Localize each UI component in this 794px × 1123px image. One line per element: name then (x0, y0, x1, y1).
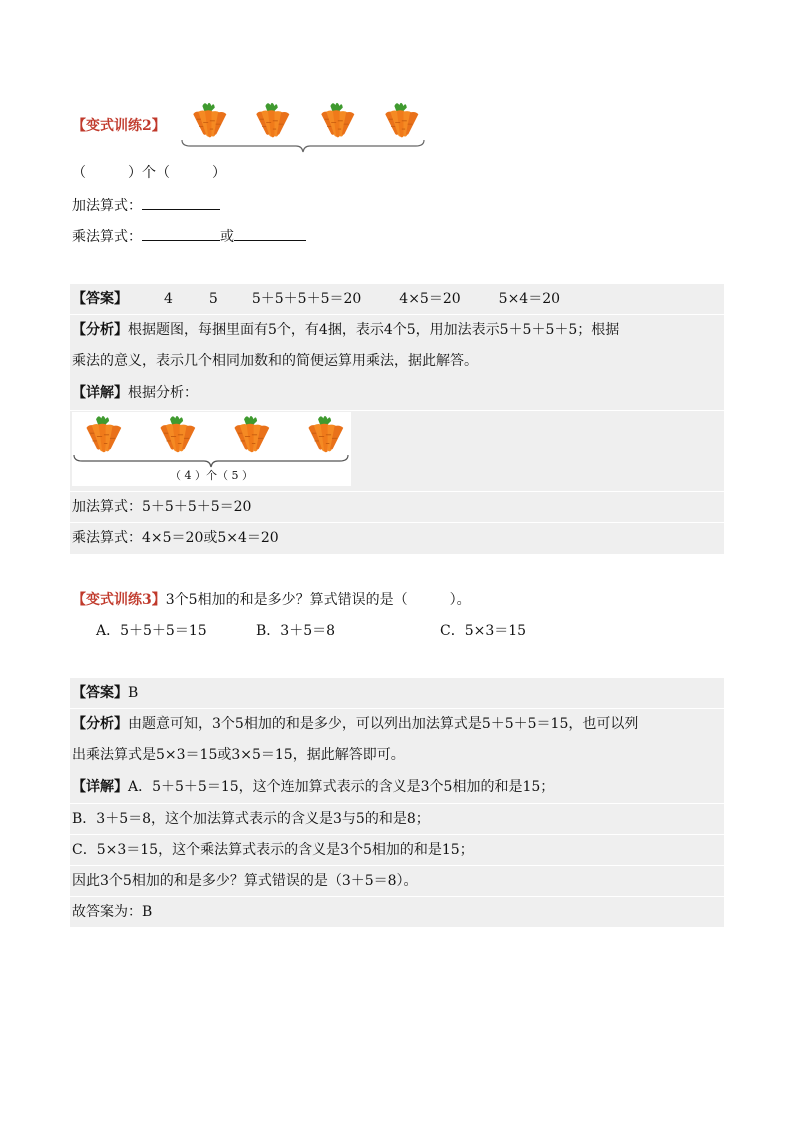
answer-row (72, 678, 138, 708)
row-divider (70, 410, 724, 411)
answer-value: 4×5＝20 (399, 291, 461, 307)
analysis-text: 根据题图，每捆里面有5个，有4捆，表示4个5，用加法表示5＋5＋5＋5；根据 (128, 322, 620, 338)
exercise-3-label: 【变式训练3】 (72, 592, 166, 608)
answer-value: 5×4＝20 (498, 291, 561, 307)
row-divider (70, 896, 724, 897)
multiplication-label: 乘法算式： (72, 229, 142, 245)
option-a: A．5＋5＋5＝15 (96, 623, 207, 639)
analysis-text: 乘法的意义，表示几个相同加数和的简便运算用乘法，据此解答。 (72, 353, 478, 369)
detail-text: C．5×3＝15，这个乘法算式表示的含义是3个5相加的和是15； (72, 842, 474, 858)
detail-text: A．5＋5＋5＝15，这个连加算式表示的含义是3个5相加的和是15； (128, 779, 555, 795)
addition-result: 加法算式：5＋5＋5＋5＝20 (72, 499, 252, 515)
analysis-row (72, 709, 638, 739)
carrot-bundle-icon (78, 414, 128, 454)
option-b: B．3＋5＝8 (256, 623, 336, 639)
multiplication-answer-blank-1[interactable] (142, 224, 220, 241)
detail-row (72, 378, 198, 408)
answer-label: 【答案】 (72, 291, 128, 307)
carrot-bundle-icon (300, 414, 350, 454)
exercise-2-label: 【变式训练2】 (72, 118, 166, 134)
conclusion-text: 因此3个5相加的和是多少？算式错误的是（3＋5＝8）。 (72, 873, 418, 889)
answer-value: 4 (164, 291, 173, 307)
multiplication-prompt (72, 222, 306, 252)
answer-value: 5 (208, 291, 218, 307)
option-c: C．5×3＝15 (440, 623, 527, 639)
analysis-label: 【分析】 (72, 322, 128, 338)
detail-text: B．3＋5＝8，这个加法算式表示的含义是3与5的和是8； (72, 811, 430, 827)
answer-label: 【答案】 (72, 685, 128, 701)
exercise-3-question: 3个5相加的和是多少？算式错误的是（ ）。 (165, 592, 471, 608)
answer-value: B (128, 685, 139, 701)
final-answer: 故答案为：B (72, 904, 153, 920)
count-blank-line: （ ）个（ ） (72, 165, 226, 181)
analysis-text: 由题意可知，3个5相加的和是多少，可以列出加法算式是5＋5＋5＝15，也可以列 (128, 716, 639, 732)
analysis-label: 【分析】 (72, 716, 128, 732)
curly-brace (72, 454, 351, 468)
detail-text: 根据分析： (128, 385, 198, 401)
addition-answer-blank[interactable] (142, 193, 220, 210)
detail-figure (72, 412, 351, 486)
multiplication-answer-blank-2[interactable] (234, 224, 306, 241)
addition-prompt (72, 191, 220, 221)
exercise-3-row (72, 585, 471, 615)
addition-label: 加法算式： (72, 198, 142, 214)
answer-row (72, 284, 560, 314)
detail-label: 【详解】 (72, 385, 128, 401)
carrot-bundle-icon (249, 101, 295, 139)
carrot-bundle-icon (314, 101, 360, 139)
answer-value: 5＋5＋5＋5＝20 (251, 291, 362, 307)
analysis-text: 出乘法算式是5×3＝15或3×5＝15，据此解答即可。 (72, 747, 405, 763)
curly-brace (180, 138, 426, 154)
or-word: 或 (220, 229, 234, 245)
carrot-bundle-icon (152, 414, 202, 454)
carrot-bundle-icon (378, 101, 424, 139)
carrot-bundle-icon (186, 101, 232, 139)
detail-label: 【详解】 (72, 779, 128, 795)
carrot-bundle-icon (226, 414, 276, 454)
multiplication-result: 乘法算式：4×5＝20或5×4＝20 (72, 530, 279, 546)
detail-row (72, 772, 554, 802)
analysis-row (72, 315, 619, 345)
figure-caption: （ 4 ）个（ 5 ） (170, 469, 253, 482)
